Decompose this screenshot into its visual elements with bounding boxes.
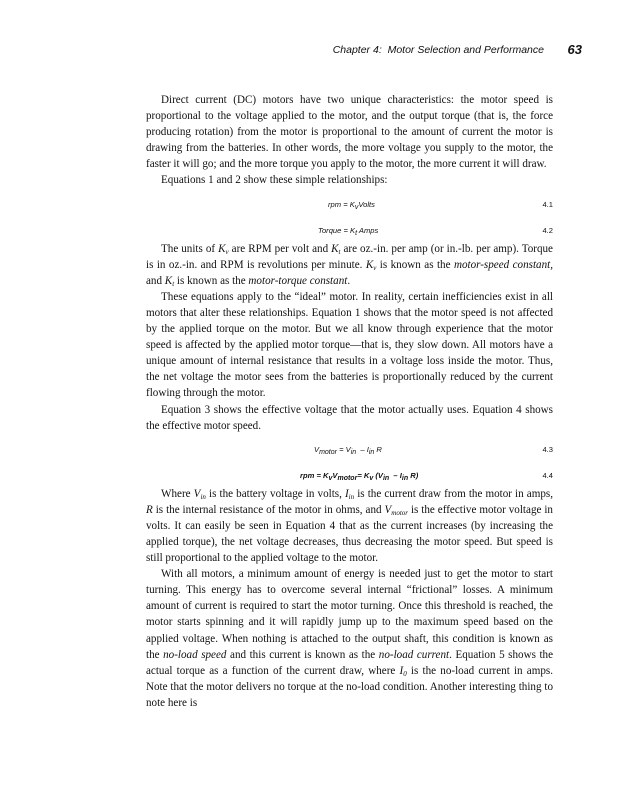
equation-number: 4.2: [542, 225, 553, 235]
equation-4-3: $V_{motor} = V_{in} - I_{in}$ R 4.3: [146, 434, 553, 460]
equation-4-2: Torque = $K_t$ Amps 4.2: [146, 215, 553, 241]
equation-number: 4.1: [542, 199, 553, 209]
equation-4-4: rpm = $K_vV_{motor}= K_v$ ($V_{in} - I_{in}$ R) 4.4: [146, 460, 553, 486]
paragraph-1: Direct current (DC) motors have two unique characteristics: the motor speed is proportional to the voltage applied to the motor, and the output torque (that is, the force producing rotation) from the motor is proportional to the amount of current the motor is drawing from the batteries. In other words, the more voltage you supply to the motor, the faster it will go; and the more torque you apply to the motor, the more current it will draw.: [146, 94, 553, 171]
equation-number: 4.3: [542, 444, 553, 454]
body-text: [146, 92, 553, 711]
paragraph-2: Equations 1 and 2 show these simple relationships:: [161, 174, 388, 187]
paragraph-3: The units of $K_v$ are RPM per volt and $K_t$ are oz.-in. per amp (or in.-lb. per amp). Torque is in oz.-in. and RPM is revolutions per minute. $K_v$ is known as the motor-speed constant, and $K_t$ is known as the motor-torque constant.: [146, 242, 554, 288]
equation-number: 4.4: [542, 470, 553, 480]
paragraph-4: These equations apply to the “ideal” motor. In reality, certain inefficiencies exist in all motors that alter these relationships. Equation 1 shows that the motor speed is not affected by the applied torque on the motor. But we all know through experience that the motor speed is affected by the applied motor torque—that is, they slow down. All motors have a unique amount of internal resistance that results in a voltage loss inside the motor. Thus, the net voltage the motor sees from the batteries is proportionally reduced by the current flowing through the motor.: [146, 290, 553, 400]
paragraph-5: Equation 3 shows the effective voltage that the motor actually uses. Equation 4 shows the effective motor speed.: [146, 403, 553, 432]
paragraph-6: Where $V_{in}$ is the battery voltage in volts, $I_{in}$ is the current draw from the motor in amps, R is the internal resistance of the motor in ohms, and $V_{motor}$ is the effective motor voltage in volts. It can easily be seen in Equation 4 that as the current increases (by increasing the applied torque), the net voltage decreases, thus decreasing the motor speed. But speed is still proportional to the applied voltage to the motor.: [146, 487, 553, 565]
running-header: [0, 42, 620, 62]
equation-4-1: rpm = $K_vVolts$ 4.1: [146, 189, 553, 215]
paragraph-7: With all motors, a minimum amount of energy is needed just to get the motor to start turning. This energy has to overcome several internal “frictional” losses. A minimum amount of current is required to start the motor turning. Once this threshold is reached, the motor starts spinning and it will rapidly jump up to the maximum speed based on the applied voltage. When nothing is attached to the output shaft, this condition is known as the no-load speed and this current is known as the no-load current. Equation 5 shows the actual torque as a function of the current draw, where $I_0$ is the no-load current in amps. Note that the motor delivers no torque at the no-load condition. Another interesting thing to note here is: [146, 568, 554, 709]
chapter-title: Chapter 4: Motor Selection and Performance: [332, 44, 544, 56]
page-number: 63: [567, 42, 582, 57]
